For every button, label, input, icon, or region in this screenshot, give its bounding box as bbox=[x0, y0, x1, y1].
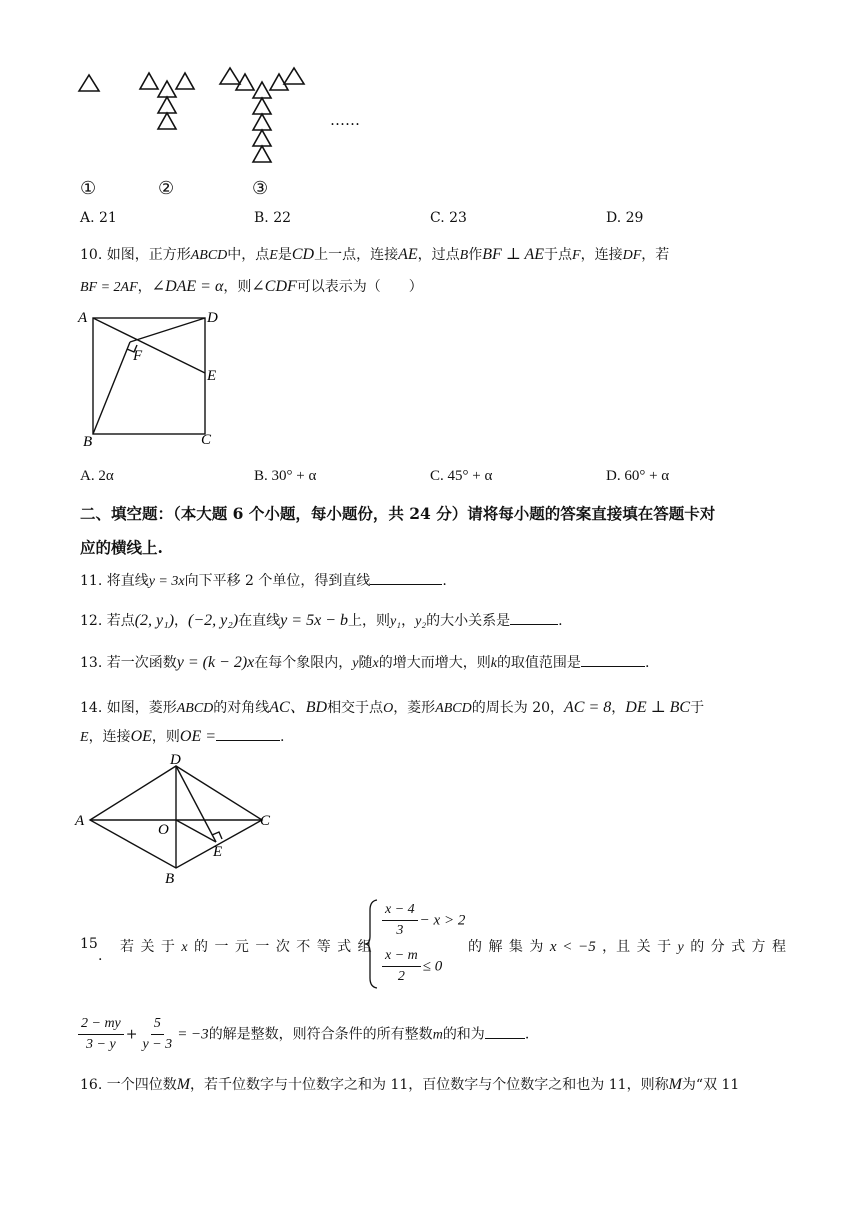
answer-blank[interactable] bbox=[510, 612, 558, 625]
pattern-2-triangle bbox=[158, 97, 176, 113]
question-12: 12. 若点(2, y₁)，(−2, y₂)在直线y = 5x − b上，则y₁，y₂的大小关系是 . bbox=[80, 612, 563, 629]
q10-option-c: C. 45° + α bbox=[430, 468, 493, 484]
q15-line-2: $\frac{2 - my}{3 - y}$ + $\frac{5}{y - 3}$ = −3的解是整数，则符合条件的所有整数m的和为 . bbox=[76, 1014, 529, 1055]
answer-blank[interactable] bbox=[216, 728, 280, 741]
pattern-2-triangle bbox=[140, 73, 158, 89]
pattern-3-triangle bbox=[253, 98, 271, 114]
point-label-o: O bbox=[158, 822, 169, 838]
q10-line-2: BF = 2AF，∠DAE = α，则∠CDF可以表示为（ ） bbox=[80, 278, 423, 295]
q9-option-a: A. 21 bbox=[80, 210, 117, 226]
q9-option-d: D. 29 bbox=[606, 210, 644, 226]
q15-line-1-right: 的 解 集 为 x < −5 ，且 关 于 y 的 分 式 方 程 bbox=[468, 939, 787, 955]
point-label-e: E bbox=[213, 844, 223, 860]
point-label-d: D bbox=[207, 310, 218, 326]
point-label-d: D bbox=[170, 752, 181, 768]
point-label-f: F bbox=[133, 348, 143, 364]
answer-blank[interactable] bbox=[485, 1026, 525, 1039]
segment-df bbox=[130, 318, 205, 342]
section-2-heading-line-1: 二、填空题：（本大题 6 个小题，每小题份，共 24 分）请将每小题的答案直接填在答题卡对 bbox=[80, 504, 716, 523]
pattern-2-triangle bbox=[158, 113, 176, 129]
answer-blank[interactable] bbox=[581, 654, 645, 667]
q15-number: 15 bbox=[80, 936, 98, 952]
figure-label-3: ③ bbox=[252, 178, 269, 199]
point-label-c: C bbox=[260, 813, 271, 829]
inequality-1: $\frac{x - 4}{3}$ − x > 2 bbox=[380, 900, 465, 941]
figure-label-1: ① bbox=[80, 178, 97, 199]
answer-blank[interactable] bbox=[370, 572, 442, 585]
point-label-a: A bbox=[78, 310, 88, 326]
q10-option-d: D. 60° + α bbox=[606, 468, 670, 484]
pattern-3-triangle bbox=[253, 130, 271, 146]
rhombus-figure bbox=[72, 752, 282, 886]
q10-option-a: A. 2α bbox=[80, 468, 114, 484]
question-11: 11. 将直线y = 3x向下平移 2 个单位，得到直线 . bbox=[80, 573, 447, 589]
question-16: 16. 一个四位数M，若千位数字与十位数字之和为 11，百位数字与个位数字之和也为 11，则称M为“双 11 bbox=[80, 1076, 740, 1093]
pattern-1-triangle bbox=[79, 75, 99, 91]
pattern-3-triangle bbox=[253, 82, 271, 98]
pattern-2-triangle bbox=[176, 73, 194, 89]
pattern-2-triangle bbox=[158, 81, 176, 97]
q10-line-1: 10. 如图，正方形ABCD中，点E是CD上一点，连接AE，过点B作BF ⊥ AE于点F，连接DF，若 bbox=[80, 246, 670, 263]
pattern-3-triangle bbox=[284, 68, 304, 84]
point-label-a: A bbox=[75, 813, 85, 829]
segment-ae bbox=[93, 318, 205, 373]
pattern-3-triangle bbox=[253, 114, 271, 130]
question-13: 13. 若一次函数y = (k − 2)x在每个象限内，y随x的增大而增大，则k的取值范围是 . bbox=[80, 654, 650, 671]
point-label-b: B bbox=[83, 434, 93, 450]
q9-option-b: B. 22 bbox=[254, 210, 292, 226]
point-label-c: C bbox=[201, 432, 212, 448]
ellipsis: …… bbox=[330, 111, 360, 129]
system-brace bbox=[364, 898, 380, 990]
q14-line-1: 14. 如图，菱形ABCD的对角线AC、BD相交于点O，菱形ABCD的周长为 20，AC = 8，DE ⊥ BC于 bbox=[80, 699, 705, 716]
q14-line-2: E，连接OE，则OE = . bbox=[80, 728, 285, 745]
pattern-3-triangle bbox=[220, 68, 240, 84]
figure-label-2: ② bbox=[158, 178, 175, 199]
segment-bf bbox=[93, 342, 130, 434]
q9-option-c: C. 23 bbox=[430, 210, 467, 226]
pattern-3-triangle bbox=[253, 146, 271, 162]
point-label-e: E bbox=[207, 368, 217, 384]
q15-line-1-left: 若 关 于 x 的 一 元 一 次 不 等 式 组 bbox=[120, 939, 372, 955]
section-2-heading-line-2: 应的横线上. bbox=[80, 538, 163, 557]
point-label-b: B bbox=[165, 871, 175, 886]
inequality-2: $\frac{x - m}{2}$ ≤ 0 bbox=[380, 946, 442, 987]
square-figure bbox=[75, 306, 235, 452]
q10-option-b: B. 30° + α bbox=[254, 468, 317, 484]
q15-number-dot: . bbox=[98, 948, 103, 964]
